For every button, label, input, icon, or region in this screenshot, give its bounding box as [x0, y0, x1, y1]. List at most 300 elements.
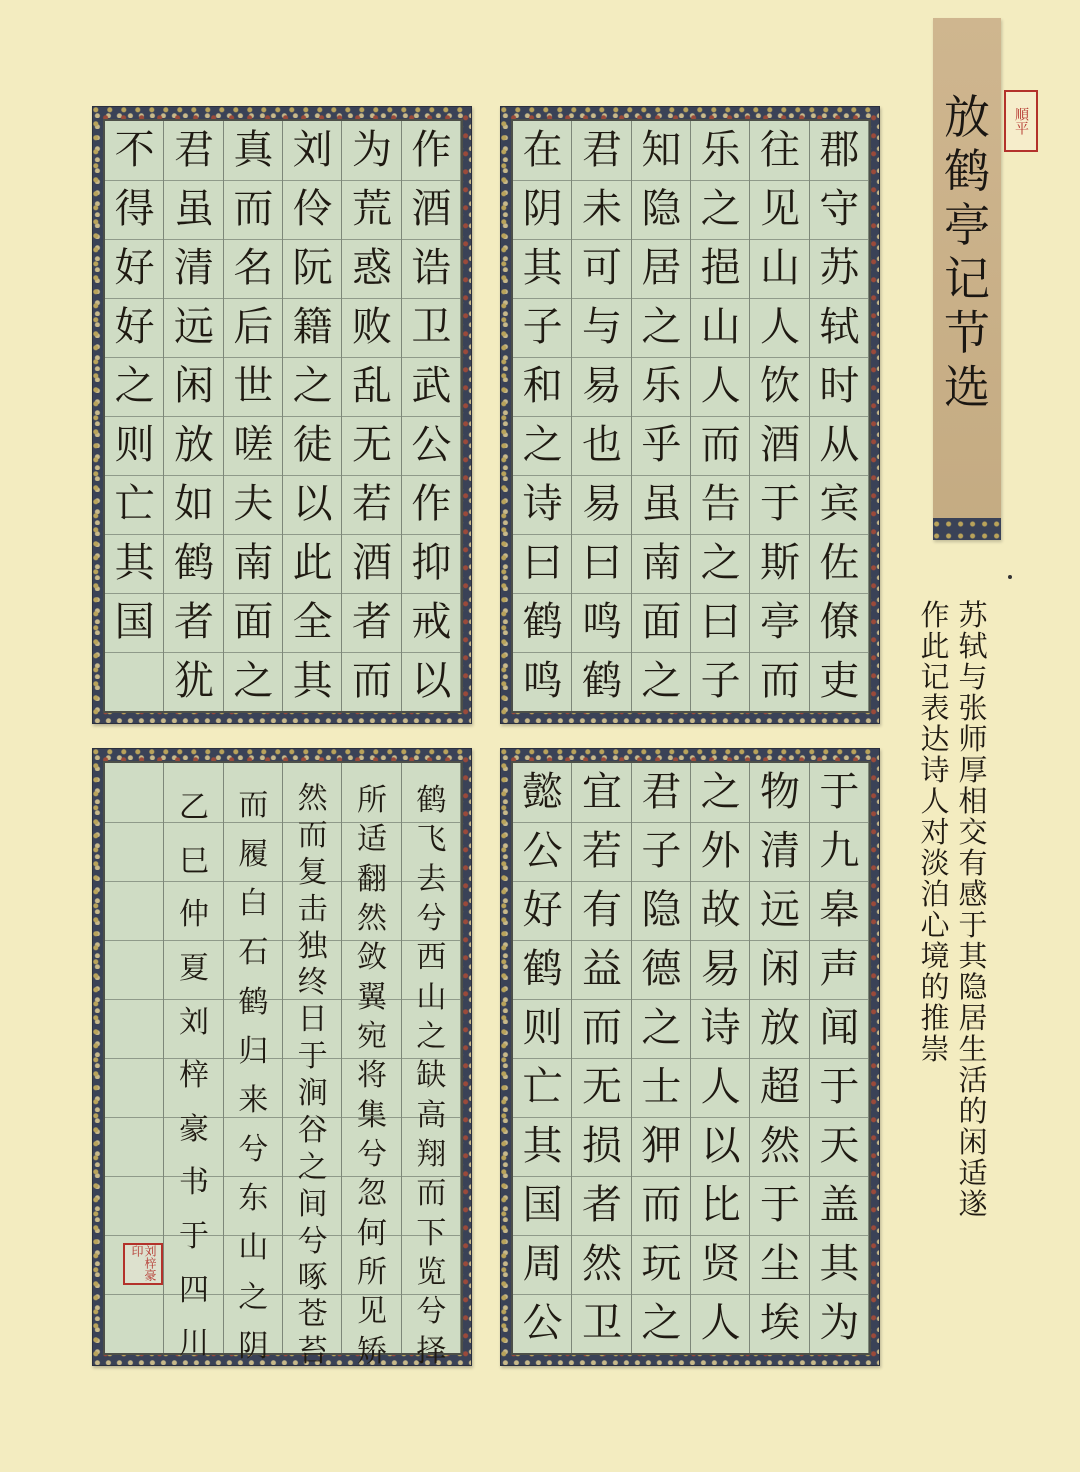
glyph: 谷 — [297, 1112, 328, 1148]
note-char: 闲 — [958, 1125, 988, 1159]
glyph: 故 — [700, 887, 741, 933]
glyph: 其 — [292, 658, 333, 704]
glyph: 亭 — [759, 599, 800, 645]
glyph: 佐 — [819, 540, 860, 586]
glyph: 鸣 — [581, 599, 622, 645]
title-seal: 順平 — [1004, 90, 1038, 152]
glyph: 尘 — [759, 1241, 800, 1287]
glyph: 宛 — [356, 1018, 387, 1054]
glyph: 而 — [297, 817, 328, 853]
glyph: 之 — [641, 304, 682, 350]
glyph: 者 — [581, 1182, 622, 1228]
glyph: 而 — [700, 422, 741, 468]
glyph: 宜 — [581, 769, 622, 815]
glyph: 以 — [700, 1123, 741, 1169]
panel-bottom-right — [500, 748, 880, 1366]
glyph: 归 — [238, 1033, 269, 1069]
glyph: 鹤 — [522, 946, 563, 992]
glyph: 其 — [114, 540, 155, 586]
title-char: 选 — [944, 360, 990, 414]
text-column — [342, 763, 401, 1371]
glyph: 览 — [416, 1254, 447, 1290]
glyph: 告 — [700, 481, 741, 527]
text-column — [513, 763, 572, 1353]
note-char: 心 — [920, 908, 950, 942]
note-char: 作 — [920, 598, 950, 632]
note-char: 张 — [958, 691, 988, 725]
glyph: 子 — [700, 658, 741, 704]
glyph: 轼 — [819, 304, 860, 350]
panel-bottom-left — [92, 748, 472, 1370]
title-char: 鹤 — [944, 144, 990, 198]
note-char: 适 — [958, 1156, 988, 1190]
glyph: 外 — [700, 828, 741, 874]
glyph: 时 — [819, 363, 860, 409]
glyph: 于 — [759, 1182, 800, 1228]
glyph: 放 — [759, 1005, 800, 1051]
glyph: 所 — [356, 783, 387, 818]
glyph: 僚 — [819, 599, 860, 645]
note-char: 厚 — [958, 753, 988, 787]
note-column — [956, 598, 990, 1221]
glyph: 真 — [233, 127, 274, 173]
glyph: 见 — [356, 1294, 387, 1330]
glyph: 盖 — [819, 1182, 860, 1228]
text-column — [342, 121, 401, 711]
note-char: 苏 — [958, 598, 988, 632]
glyph: 鸣 — [522, 658, 563, 704]
glyph: 放 — [173, 422, 214, 468]
grid-top-right — [511, 119, 871, 713]
glyph: 四 — [178, 1272, 209, 1308]
note-char: 交 — [958, 815, 988, 849]
glyph: 阮 — [292, 245, 333, 291]
title-text — [933, 90, 1001, 414]
glyph: 于 — [297, 1039, 328, 1075]
glyph: 鹤 — [238, 984, 269, 1020]
title-strip-brocade — [933, 518, 1001, 540]
glyph: 吏 — [819, 658, 860, 704]
note-char: 人 — [920, 784, 950, 818]
glyph: 以 — [411, 658, 452, 704]
glyph: 虽 — [173, 186, 214, 232]
glyph: 兮 — [297, 1223, 328, 1259]
glyph: 而 — [759, 658, 800, 704]
glyph: 皋 — [819, 887, 860, 933]
glyph: 矫 — [356, 1333, 387, 1369]
glyph: 乐 — [700, 127, 741, 173]
glyph: 郡 — [819, 127, 860, 173]
note-char: 其 — [958, 939, 988, 973]
glyph: 击 — [297, 891, 328, 927]
text-column — [691, 121, 750, 711]
text-column — [402, 121, 461, 711]
glyph: 飞 — [416, 822, 447, 858]
glyph: 者 — [351, 599, 392, 645]
glyph: 子 — [641, 828, 682, 874]
note-char: 感 — [958, 877, 988, 911]
note-char: 生 — [958, 1032, 988, 1066]
glyph: 若 — [351, 481, 392, 527]
glyph: 择 — [416, 1333, 447, 1369]
glyph: 九 — [819, 828, 860, 874]
text-column — [810, 763, 869, 1353]
text-column — [572, 121, 631, 711]
glyph: 鹤 — [416, 783, 447, 818]
glyph: 梓 — [178, 1058, 209, 1094]
glyph: 公 — [411, 422, 452, 468]
glyph: 适 — [356, 822, 387, 858]
glyph: 易 — [581, 363, 622, 409]
note-char: 有 — [958, 846, 988, 880]
glyph: 而 — [238, 788, 269, 823]
glyph: 闲 — [173, 363, 214, 409]
glyph: 籍 — [292, 304, 333, 350]
glyph: 诗 — [522, 481, 563, 527]
glyph: 易 — [700, 946, 741, 992]
glyph: 无 — [351, 422, 392, 468]
note-char: 的 — [958, 1094, 988, 1128]
glyph: 其 — [819, 1241, 860, 1287]
note-dot — [1008, 575, 1012, 579]
title-char: 放 — [944, 90, 990, 144]
glyph: 人 — [700, 1300, 741, 1346]
glyph: 公 — [522, 828, 563, 874]
glyph: 益 — [581, 946, 622, 992]
glyph: 得 — [114, 186, 155, 232]
title-char: 节 — [944, 306, 990, 360]
glyph: 其 — [522, 245, 563, 291]
glyph: 集 — [356, 1097, 387, 1133]
glyph: 居 — [641, 245, 682, 291]
note-char: 崇 — [920, 1032, 950, 1066]
glyph: 埃 — [759, 1300, 800, 1346]
text-column — [164, 763, 223, 1371]
glyph: 山 — [759, 245, 800, 291]
glyph: 则 — [522, 1005, 563, 1051]
glyph: 之 — [297, 1149, 328, 1185]
glyph: 刘 — [178, 1004, 209, 1040]
note-char: 遂 — [958, 1187, 988, 1221]
glyph: 清 — [759, 828, 800, 874]
note-char: 相 — [958, 784, 988, 818]
note-char: 师 — [958, 722, 988, 756]
glyph: 而 — [641, 1182, 682, 1228]
glyph: 复 — [297, 854, 328, 890]
glyph: 在 — [522, 127, 563, 173]
glyph: 超 — [759, 1064, 800, 1110]
glyph: 和 — [522, 363, 563, 409]
glyph: 若 — [581, 828, 622, 874]
note-char: 淡 — [920, 846, 950, 880]
glyph: 隐 — [641, 887, 682, 933]
glyph: 如 — [173, 481, 214, 527]
glyph: 于 — [759, 481, 800, 527]
note-char: 与 — [958, 660, 988, 694]
glyph: 之 — [641, 658, 682, 704]
glyph: 君 — [581, 127, 622, 173]
glyph: 之 — [700, 540, 741, 586]
glyph: 鹤 — [173, 540, 214, 586]
glyph: 而 — [581, 1005, 622, 1051]
text-column — [283, 763, 342, 1371]
glyph: 之 — [700, 769, 741, 815]
glyph: 声 — [819, 946, 860, 992]
text-column — [224, 763, 283, 1371]
glyph: 履 — [238, 837, 269, 873]
glyph: 阴 — [238, 1328, 269, 1364]
glyph: 苔 — [297, 1334, 328, 1370]
glyph: 世 — [233, 363, 274, 409]
glyph: 饮 — [759, 363, 800, 409]
text-column — [632, 121, 691, 711]
glyph: 翔 — [416, 1136, 447, 1172]
glyph: 可 — [581, 245, 622, 291]
glyph: 无 — [581, 1064, 622, 1110]
glyph: 物 — [759, 769, 800, 815]
glyph: 未 — [581, 186, 622, 232]
glyph: 好 — [114, 304, 155, 350]
glyph: 于 — [819, 769, 860, 815]
note-char: 记 — [920, 660, 950, 694]
glyph: 之 — [238, 1279, 269, 1315]
glyph: 书 — [178, 1165, 209, 1201]
glyph: 卫 — [411, 304, 452, 350]
grid-top-left — [103, 119, 463, 713]
glyph: 伶 — [292, 186, 333, 232]
glyph: 以 — [292, 481, 333, 527]
glyph: 则 — [114, 422, 155, 468]
glyph: 夏 — [178, 950, 209, 986]
glyph: 远 — [173, 304, 214, 350]
text-column — [572, 763, 631, 1353]
glyph: 此 — [292, 540, 333, 586]
note-char: 于 — [958, 908, 988, 942]
glyph: 贤 — [700, 1241, 741, 1287]
glyph: 知 — [641, 127, 682, 173]
glyph: 阴 — [522, 186, 563, 232]
glyph: 曰 — [522, 540, 563, 586]
glyph: 诰 — [411, 245, 452, 291]
glyph: 君 — [641, 769, 682, 815]
text-column — [224, 121, 283, 711]
text-column — [105, 121, 164, 711]
note-char: 此 — [920, 629, 950, 663]
glyph: 为 — [819, 1300, 860, 1346]
glyph: 酒 — [411, 186, 452, 232]
note-char: 诗 — [920, 753, 950, 787]
glyph: 啄 — [297, 1260, 328, 1296]
note-char: 推 — [920, 1001, 950, 1035]
glyph: 亡 — [522, 1064, 563, 1110]
glyph: 卫 — [581, 1300, 622, 1346]
glyph: 公 — [522, 1300, 563, 1346]
glyph: 国 — [114, 599, 155, 645]
note-char: 活 — [958, 1063, 988, 1097]
glyph: 乐 — [641, 363, 682, 409]
title-strip — [933, 18, 1001, 540]
glyph: 然 — [759, 1123, 800, 1169]
glyph: 面 — [641, 599, 682, 645]
side-note — [918, 598, 990, 1221]
note-char: 达 — [920, 722, 950, 756]
glyph: 曰 — [581, 540, 622, 586]
glyph: 人 — [700, 1064, 741, 1110]
glyph: 亡 — [114, 481, 155, 527]
glyph: 之 — [416, 1018, 447, 1054]
glyph: 之 — [292, 363, 333, 409]
glyph: 兮 — [238, 1132, 269, 1168]
glyph: 荒 — [351, 186, 392, 232]
note-char: 对 — [920, 815, 950, 849]
glyph: 武 — [411, 363, 452, 409]
glyph: 之 — [641, 1300, 682, 1346]
glyph: 闲 — [759, 946, 800, 992]
glyph: 来 — [238, 1082, 269, 1118]
glyph: 者 — [173, 599, 214, 645]
glyph: 有 — [581, 887, 622, 933]
glyph: 南 — [641, 540, 682, 586]
glyph: 徒 — [292, 422, 333, 468]
glyph: 涧 — [297, 1076, 328, 1111]
glyph: 缺 — [416, 1058, 447, 1094]
text-column — [402, 763, 461, 1371]
glyph: 然 — [581, 1241, 622, 1287]
glyph: 豪 — [178, 1111, 209, 1147]
glyph: 酒 — [759, 422, 800, 468]
note-char: 轼 — [958, 629, 988, 663]
glyph: 惑 — [351, 245, 392, 291]
glyph: 作 — [411, 481, 452, 527]
glyph: 山 — [700, 304, 741, 350]
text-column — [513, 121, 572, 711]
glyph: 周 — [522, 1241, 563, 1287]
glyph: 白 — [238, 886, 269, 922]
glyph: 往 — [759, 127, 800, 173]
grid-bottom-right — [511, 761, 871, 1355]
glyph: 之 — [233, 658, 274, 704]
glyph: 士 — [641, 1064, 682, 1110]
glyph: 后 — [233, 304, 274, 350]
text-column — [691, 763, 750, 1353]
glyph: 名 — [233, 245, 274, 291]
glyph: 所 — [356, 1254, 387, 1290]
glyph: 东 — [238, 1181, 269, 1217]
glyph: 乎 — [641, 422, 682, 468]
panel-top-right — [500, 106, 880, 724]
text-column — [750, 763, 809, 1353]
glyph: 损 — [581, 1123, 622, 1169]
glyph: 也 — [581, 422, 622, 468]
glyph: 于 — [819, 1064, 860, 1110]
glyph: 将 — [356, 1058, 387, 1094]
glyph: 独 — [297, 928, 328, 964]
glyph: 苏 — [819, 245, 860, 291]
glyph: 然 — [297, 781, 328, 816]
glyph: 忽 — [356, 1176, 387, 1212]
glyph: 诗 — [700, 1005, 741, 1051]
glyph: 挹 — [700, 245, 741, 291]
glyph: 酒 — [351, 540, 392, 586]
glyph: 终 — [297, 965, 328, 1001]
glyph: 从 — [819, 422, 860, 468]
glyph: 仲 — [178, 897, 209, 933]
glyph: 鹤 — [581, 658, 622, 704]
glyph: 之 — [641, 1005, 682, 1051]
glyph: 面 — [233, 599, 274, 645]
glyph: 乙 — [178, 790, 209, 825]
glyph: 天 — [819, 1123, 860, 1169]
note-column — [918, 600, 952, 1120]
glyph: 而 — [416, 1176, 447, 1212]
glyph: 于 — [178, 1219, 209, 1254]
text-column — [810, 121, 869, 711]
glyph: 之 — [114, 363, 155, 409]
glyph: 鹤 — [522, 599, 563, 645]
glyph: 懿 — [522, 769, 563, 815]
glyph: 南 — [233, 540, 274, 586]
glyph: 而 — [233, 186, 274, 232]
text-column — [283, 121, 342, 711]
glyph: 翼 — [356, 979, 387, 1015]
glyph: 夫 — [233, 481, 274, 527]
glyph: 之 — [522, 422, 563, 468]
text-column — [632, 763, 691, 1353]
glyph: 曰 — [700, 599, 741, 645]
glyph: 败 — [351, 304, 392, 350]
glyph: 德 — [641, 946, 682, 992]
glyph: 兮 — [416, 1294, 447, 1330]
glyph: 见 — [759, 186, 800, 232]
glyph: 国 — [522, 1182, 563, 1228]
glyph: 川 — [178, 1326, 209, 1362]
glyph: 戒 — [411, 599, 452, 645]
artist-seal: 刘梓豪印 — [123, 1243, 163, 1285]
glyph: 而 — [351, 658, 392, 704]
glyph: 山 — [416, 979, 447, 1015]
glyph: 隐 — [641, 186, 682, 232]
glyph: 好 — [522, 887, 563, 933]
text-column — [750, 121, 809, 711]
glyph: 君 — [173, 127, 214, 173]
glyph: 宾 — [819, 481, 860, 527]
panel-top-left — [92, 106, 472, 724]
glyph: 之 — [700, 186, 741, 232]
glyph: 玩 — [641, 1241, 682, 1287]
note-char: 表 — [920, 691, 950, 725]
glyph: 犹 — [173, 658, 214, 704]
glyph: 苍 — [297, 1297, 328, 1333]
glyph: 守 — [819, 186, 860, 232]
glyph: 闻 — [819, 1005, 860, 1051]
glyph: 比 — [700, 1182, 741, 1228]
glyph: 何 — [356, 1215, 387, 1251]
text-column — [164, 121, 223, 711]
glyph: 斯 — [759, 540, 800, 586]
glyph: 狎 — [641, 1123, 682, 1169]
glyph: 其 — [522, 1123, 563, 1169]
glyph: 人 — [700, 363, 741, 409]
glyph: 山 — [238, 1230, 269, 1266]
glyph: 不 — [114, 127, 155, 173]
note-char: 的 — [920, 970, 950, 1004]
glyph: 易 — [581, 481, 622, 527]
glyph: 子 — [522, 304, 563, 350]
glyph: 敛 — [356, 940, 387, 976]
glyph: 间 — [297, 1186, 328, 1222]
title-char: 记 — [944, 252, 990, 306]
glyph: 清 — [173, 245, 214, 291]
